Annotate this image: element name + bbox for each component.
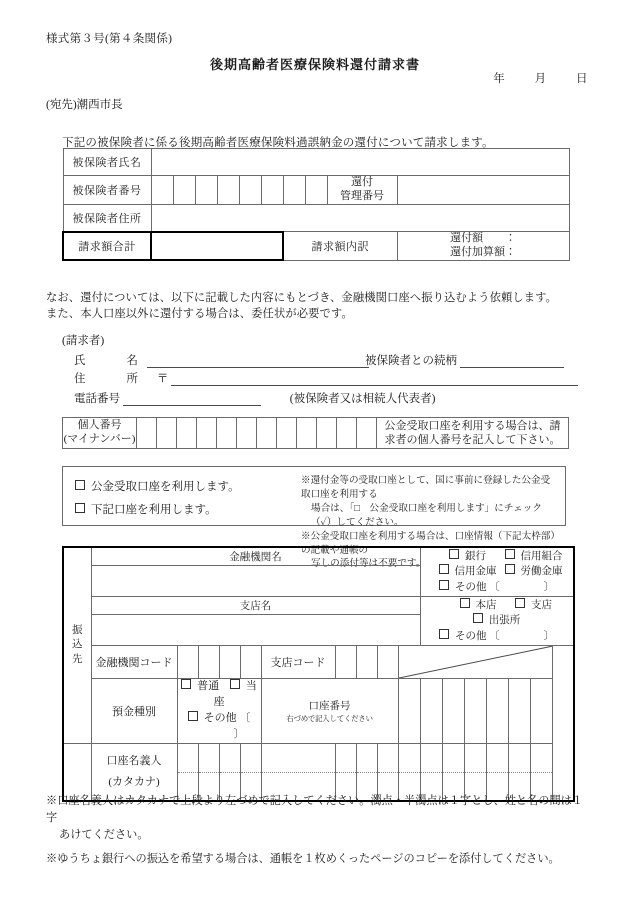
- checkbox-icon[interactable]: [439, 564, 449, 574]
- insured-person-table: [62, 148, 570, 261]
- insured-number-cell[interactable]: [173, 176, 195, 205]
- table-row-branch-title: [63, 597, 574, 615]
- bracket-open: 〔: [489, 630, 500, 642]
- my-number-label-line2: (マイナンバー): [63, 433, 136, 445]
- account-number-label-cell: [261, 679, 398, 744]
- institution-code-label: 金融機関コード: [91, 646, 177, 679]
- vertical-label-char-3: 先: [72, 653, 83, 665]
- refund-additional-amount-line: 還付加算額：: [450, 245, 517, 258]
- table-row-deposit-account: [63, 679, 574, 744]
- claimant-phone-note: (被保険者又は相続人代表者): [289, 393, 436, 405]
- my-number-cell[interactable]: [217, 418, 237, 449]
- checkbox-icon[interactable]: [460, 598, 470, 608]
- my-number-table: [62, 417, 569, 449]
- checkbox-icon[interactable]: [515, 598, 525, 608]
- my-number-cell[interactable]: [297, 418, 317, 449]
- branch-code-cell[interactable]: [377, 646, 398, 679]
- branch-type-other-label: その他: [454, 630, 487, 642]
- my-number-cell[interactable]: [137, 418, 157, 449]
- option-listed-account-label: 下記口座を利用します。: [91, 504, 217, 516]
- claimant-phone-row: [74, 390, 435, 406]
- my-number-note: [377, 418, 569, 449]
- branch-type-branch[interactable]: [515, 600, 552, 611]
- institution-code-cell[interactable]: [198, 646, 219, 679]
- checkbox-icon[interactable]: [230, 679, 240, 689]
- my-number-cell[interactable]: [177, 418, 197, 449]
- my-number-cell[interactable]: [257, 418, 277, 449]
- claimant-phone-label: 電話番号: [74, 393, 120, 405]
- footer-note-1: [46, 793, 586, 843]
- account-number-note: 右づめで記入してください: [286, 713, 373, 723]
- bracket-close: 〕: [543, 630, 555, 642]
- account-number-cell[interactable]: [464, 679, 486, 744]
- date-month-label: 月: [534, 73, 547, 85]
- branch-type-sub-office[interactable]: [473, 615, 521, 626]
- institution-type-bank[interactable]: [431, 549, 505, 564]
- checkbox-icon[interactable]: [439, 580, 449, 590]
- claimant-name-input[interactable]: [147, 353, 369, 368]
- checkbox-icon[interactable]: [75, 480, 85, 490]
- page-title: 後期高齢者医療保険料還付請求書: [209, 57, 420, 72]
- institution-type-options: [420, 547, 573, 597]
- institution-code-cell[interactable]: [177, 646, 198, 679]
- my-number-cell[interactable]: [337, 418, 357, 449]
- date-line: [493, 70, 588, 86]
- institution-type-other[interactable]: [439, 582, 554, 593]
- claim-total-input[interactable]: [151, 232, 283, 261]
- institution-name-label: 金融機関名: [91, 547, 420, 566]
- account-number-cell[interactable]: [486, 679, 508, 744]
- account-number-cell[interactable]: [508, 679, 530, 744]
- deposit-type-current-label: 当座: [213, 680, 257, 708]
- date-year-label: 年: [493, 73, 506, 85]
- account-number-cell[interactable]: [530, 679, 552, 744]
- account-holder-label-line1: 口座名義人: [106, 755, 162, 768]
- insured-number-cell[interactable]: [305, 176, 327, 205]
- refund-mgmt-label-line2: 管理番号: [340, 189, 384, 202]
- table-row-insured-name: [63, 149, 569, 176]
- footer-note-1-line2: あけてください。: [59, 828, 149, 841]
- table-row-institution-title: [63, 547, 574, 566]
- claim-total-label: 請求額合計: [63, 232, 151, 261]
- account-holder-label-line2: (カタカナ): [108, 775, 160, 788]
- deposit-type-current[interactable]: [214, 680, 257, 708]
- codes-unused-area: [398, 646, 552, 679]
- refund-management-number-label: [327, 176, 397, 205]
- insured-name-label: 被保険者氏名: [63, 149, 151, 176]
- institution-type-other-label: その他: [454, 581, 487, 593]
- vertical-label-char-1: 振: [72, 624, 83, 636]
- deposit-type-options: [177, 679, 261, 744]
- claimant-relation-label: 被保険者との続柄: [365, 355, 457, 367]
- claimant-relation-input[interactable]: [460, 353, 564, 368]
- my-number-note-line2: 求者の個人番号を記入して下さい。: [384, 434, 561, 446]
- insured-number-cell[interactable]: [239, 176, 261, 205]
- insured-number-cell[interactable]: [151, 176, 173, 205]
- transfer-note-line2: また、本人口座以外に還付する場合は、委任状が必要です。: [46, 308, 353, 321]
- checkbox-icon[interactable]: [188, 711, 198, 721]
- institution-type-labor-bank[interactable]: [505, 566, 563, 577]
- option-note2-line1: ※公金受取口座を利用する場合は、口座情報（下記太枠部）の記載や通帳の: [301, 530, 556, 556]
- addressee: (宛先)潮西市長: [46, 99, 123, 111]
- claimant-address-row: [74, 370, 578, 386]
- vertical-label-char-2: 込: [72, 639, 83, 651]
- branch-type-other[interactable]: [439, 631, 554, 642]
- date-day-label: 日: [576, 73, 588, 85]
- insured-number-cell[interactable]: [217, 176, 239, 205]
- claimant-heading: (請求者): [62, 335, 105, 347]
- account-number-label: 口座番号: [308, 700, 351, 712]
- branch-type-head-office[interactable]: [441, 598, 515, 613]
- deposit-type-ordinary[interactable]: [181, 680, 219, 692]
- transfer-notes: [46, 290, 557, 323]
- institution-type-credit-union[interactable]: [505, 551, 563, 562]
- table-row-insured-address: [63, 204, 569, 232]
- table-row-my-number: [63, 418, 569, 449]
- refund-mgmt-label-line1: 還付: [351, 176, 373, 188]
- institution-type-bank-label: 銀行: [465, 551, 487, 563]
- branch-type-branch-label: 支店: [531, 600, 553, 612]
- claim-breakdown-values[interactable]: [397, 232, 569, 261]
- institution-name-input[interactable]: [91, 566, 420, 597]
- option-public-account-label: 公金受取口座を利用します。: [91, 481, 240, 493]
- my-number-cell[interactable]: [357, 418, 377, 449]
- branch-type-options: [420, 597, 573, 646]
- claimant-name-row: [74, 352, 369, 368]
- checkbox-icon[interactable]: [505, 549, 515, 559]
- claimant-address-label: 住 所: [74, 373, 144, 385]
- account-number-cell[interactable]: [442, 679, 464, 744]
- checkbox-icon[interactable]: [75, 503, 85, 513]
- refund-amount-line: 還付額 ：: [450, 232, 517, 244]
- insured-number-cell[interactable]: [195, 176, 217, 205]
- branch-name-input[interactable]: [91, 615, 420, 646]
- institution-type-shinkin-label: 信用金庫: [454, 566, 497, 578]
- account-number-cell[interactable]: [398, 679, 420, 744]
- branch-type-head-office-label: 本店: [475, 600, 497, 612]
- my-number-cell[interactable]: [237, 418, 257, 449]
- footer-notes: [46, 793, 586, 876]
- deposit-type-other-label: その他: [203, 711, 237, 724]
- my-number-cell[interactable]: [317, 418, 337, 449]
- branch-code-cell[interactable]: [356, 646, 377, 679]
- institution-type-labor-bank-label: 労働金庫: [520, 566, 563, 578]
- deposit-type-ordinary-label: 普通: [197, 680, 220, 692]
- checkbox-icon[interactable]: [439, 629, 449, 639]
- bracket-open: 〔: [239, 711, 251, 724]
- table-row-claim-total: [63, 232, 569, 261]
- my-number-label: [63, 418, 137, 449]
- checkbox-icon[interactable]: [473, 613, 483, 623]
- claimant-relation-row: [365, 352, 564, 368]
- claimant-address-input[interactable]: [171, 371, 578, 386]
- form-number: 様式第３号(第４条関係): [46, 33, 173, 45]
- option-public-account[interactable]: [75, 476, 240, 499]
- checkbox-icon[interactable]: [181, 679, 191, 689]
- claimant-phone-input[interactable]: [123, 391, 261, 406]
- my-number-cell[interactable]: [197, 418, 217, 449]
- claim-breakdown-label: 請求額内訳: [283, 232, 397, 261]
- checkbox-icon[interactable]: [505, 564, 515, 574]
- institution-code-cell[interactable]: [219, 646, 240, 679]
- branch-type-sub-office-label: 出張所: [488, 615, 521, 627]
- account-option-choices: [75, 476, 240, 522]
- footer-note-1-line1: ※口座名義人はカタカナで上段より左づめで記入してください。濁点・半濁点は１字とし、姓と名の間は１字: [46, 795, 584, 824]
- insured-address-input[interactable]: [151, 204, 569, 232]
- option-note1-line2: 場合は、「□ 公金受取口座を利用します」にチェック（✓）してください。: [311, 502, 542, 528]
- option-note2-line2: 写しの添付等は不要です。: [311, 558, 426, 570]
- my-number-cell[interactable]: [157, 418, 177, 449]
- institution-type-credit-union-label: 信用組合: [520, 551, 563, 563]
- bank-transfer-table: [62, 546, 575, 802]
- my-number-cell[interactable]: [277, 418, 297, 449]
- table-row-insured-number: [63, 176, 569, 205]
- my-number-label-line1: 個人番号: [77, 419, 122, 432]
- transfer-note-line1: なお、還付については、以下に記載した内容にもとづき、金融機関口座へ振り込むよう依頼します。: [46, 292, 558, 304]
- branch-name-label: 支店名: [91, 597, 420, 615]
- deposit-type-other[interactable]: [188, 712, 251, 740]
- insured-name-input[interactable]: [151, 149, 569, 176]
- branch-code-label: 支店コード: [261, 646, 335, 679]
- institution-type-shinkin[interactable]: [431, 564, 505, 579]
- bracket-open: 〔: [489, 581, 500, 593]
- transfer-destination-vertical-label: [63, 547, 91, 743]
- institution-code-cell[interactable]: [240, 646, 261, 679]
- my-number-note-line1: 公金受取口座を利用する場合は、請: [384, 419, 561, 432]
- postal-code-mark: 〒: [156, 373, 169, 385]
- bracket-close: 〕: [543, 581, 555, 593]
- footer-note-2: ※ゆうちょ銀行への振込を希望する場合は、通帳を１枚めくったページのコピーを添付してください。: [46, 853, 560, 866]
- account-number-cell[interactable]: [420, 679, 442, 744]
- diagonal-strike-icon: [399, 646, 553, 678]
- bracket-close: 〕: [233, 727, 245, 740]
- option-note1-line1: ※還付金等の受取口座として、国に事前に登録した公金受取口座を利用する: [301, 475, 551, 500]
- lead-text: 下記の被保険者に係る後期高齢者医療保険料過誤納金の還付について請求します。: [62, 137, 494, 149]
- branch-code-cell[interactable]: [335, 646, 356, 679]
- insured-number-label: 被保険者番号: [63, 176, 151, 205]
- table-row-codes: [63, 646, 574, 679]
- deposit-type-label: 預金種別: [91, 679, 177, 744]
- insured-number-cell[interactable]: [261, 176, 283, 205]
- claimant-name-label: 氏 名: [74, 355, 144, 367]
- refund-management-number-input[interactable]: [397, 176, 569, 205]
- option-listed-account[interactable]: [75, 499, 240, 522]
- insured-number-cell[interactable]: [283, 176, 305, 205]
- insured-address-label: 被保険者住所: [63, 204, 151, 232]
- checkbox-icon[interactable]: [449, 549, 459, 559]
